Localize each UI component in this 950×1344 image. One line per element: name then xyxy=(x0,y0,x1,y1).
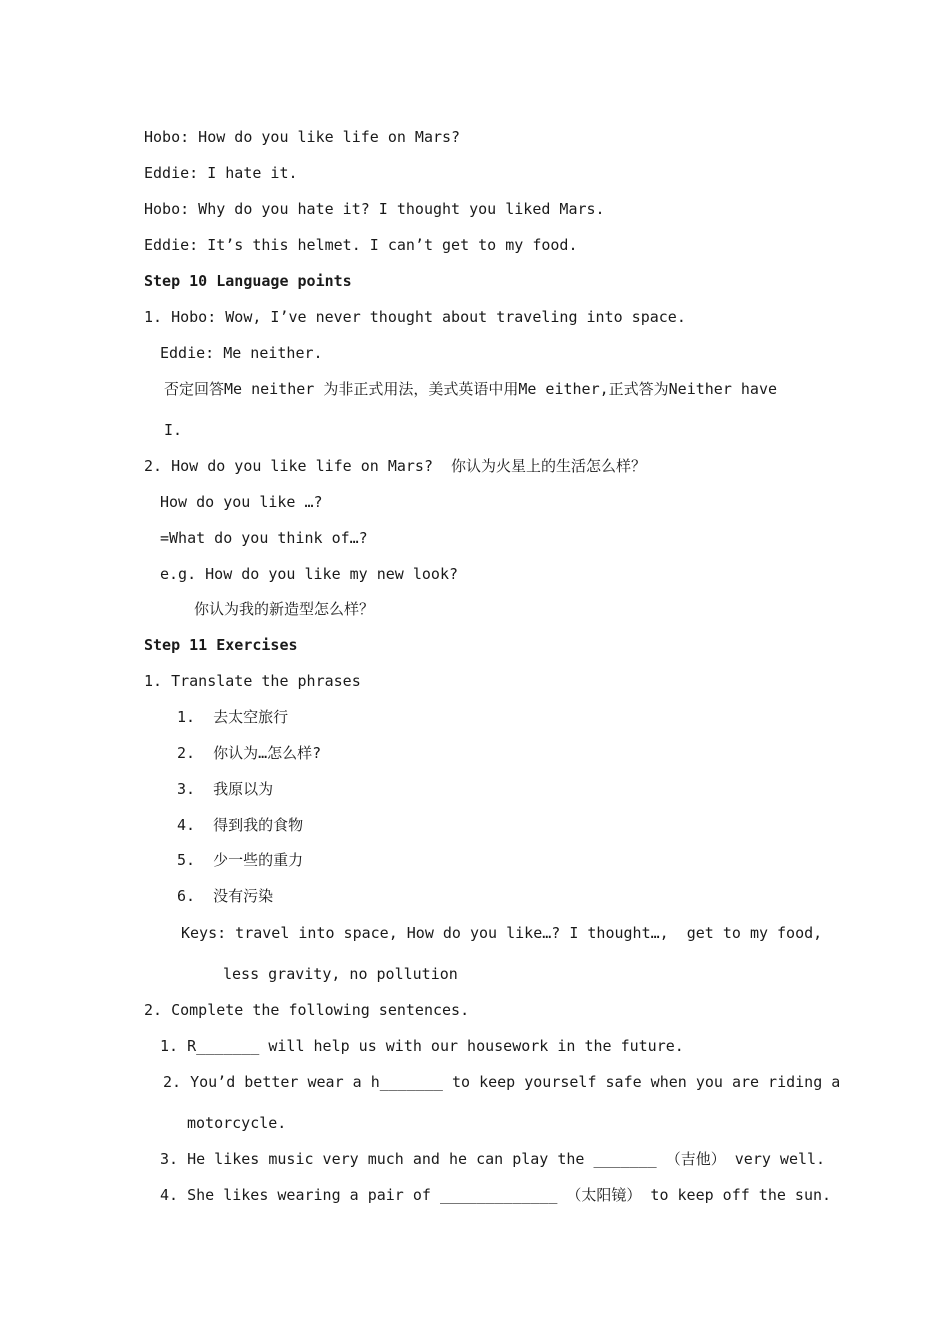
phrase-item: 4. 得到我的食物 xyxy=(177,816,304,834)
dialogue-line-1: Hobo: How do you like life on Mars? xyxy=(144,128,461,146)
point2-line4: e.g. How do you like my new look? xyxy=(160,565,459,583)
point2-line2: How do you like …? xyxy=(160,493,323,511)
point1-line1: 1. Hobo: Wow, I’ve never thought about traveling into space. xyxy=(144,308,686,326)
keys-line-a: Keys: travel into space, How do you like…? I thought…, get to my food, xyxy=(181,924,823,942)
step10-heading: Step 10 Language points xyxy=(144,272,352,290)
step11-heading: Step 11 Exercises xyxy=(144,636,298,654)
point2-line5: 你认为我的新造型怎么样？ xyxy=(194,600,375,618)
dialogue-line-3: Hobo: Why do you hate it? I thought you liked Mars. xyxy=(144,200,605,218)
ex2-title: 2. Complete the following sentences. xyxy=(144,1001,470,1019)
phrase-item: 6. 没有污染 xyxy=(177,887,274,905)
sentence-3: 3. He likes music very much and he can play the _______ （吉他） very well. xyxy=(160,1150,826,1168)
dialogue-line-2: Eddie: I hate it. xyxy=(144,164,298,182)
keys-line-b: less gravity, no pollution xyxy=(223,965,458,983)
phrase-item: 2. 你认为…怎么样? xyxy=(177,744,322,762)
sentence-1: 1. R_______ will help us with our housework in the future. xyxy=(160,1037,684,1055)
point1-note-a: 否定回答Me neither 为非正式用法，美式英语中用Me either,正式答为Neither have xyxy=(164,380,778,398)
sentence-2b: motorcycle. xyxy=(187,1114,287,1132)
dialogue-line-4: Eddie: It’s this helmet. I can’t get to my food. xyxy=(144,236,578,254)
point1-line2: Eddie: Me neither. xyxy=(160,344,323,362)
point2-line1: 2. How do you like life on Mars? 你认为火星上的生活怎么样？ xyxy=(144,457,647,475)
sentence-2a: 2. You’d better wear a h_______ to keep yourself safe when you are riding a xyxy=(163,1073,841,1091)
phrase-item: 3. 我原以为 xyxy=(177,780,274,798)
ex1-title: 1. Translate the phrases xyxy=(144,672,361,690)
phrase-item: 5. 少一些的重力 xyxy=(177,851,304,869)
sentence-4: 4. She likes wearing a pair of _____________ （太阳镜） to keep off the sun. xyxy=(160,1186,832,1204)
point1-note-b: I. xyxy=(164,421,183,439)
point2-line3: =What do you think of…? xyxy=(160,529,368,547)
phrase-item: 1. 去太空旅行 xyxy=(177,708,289,726)
